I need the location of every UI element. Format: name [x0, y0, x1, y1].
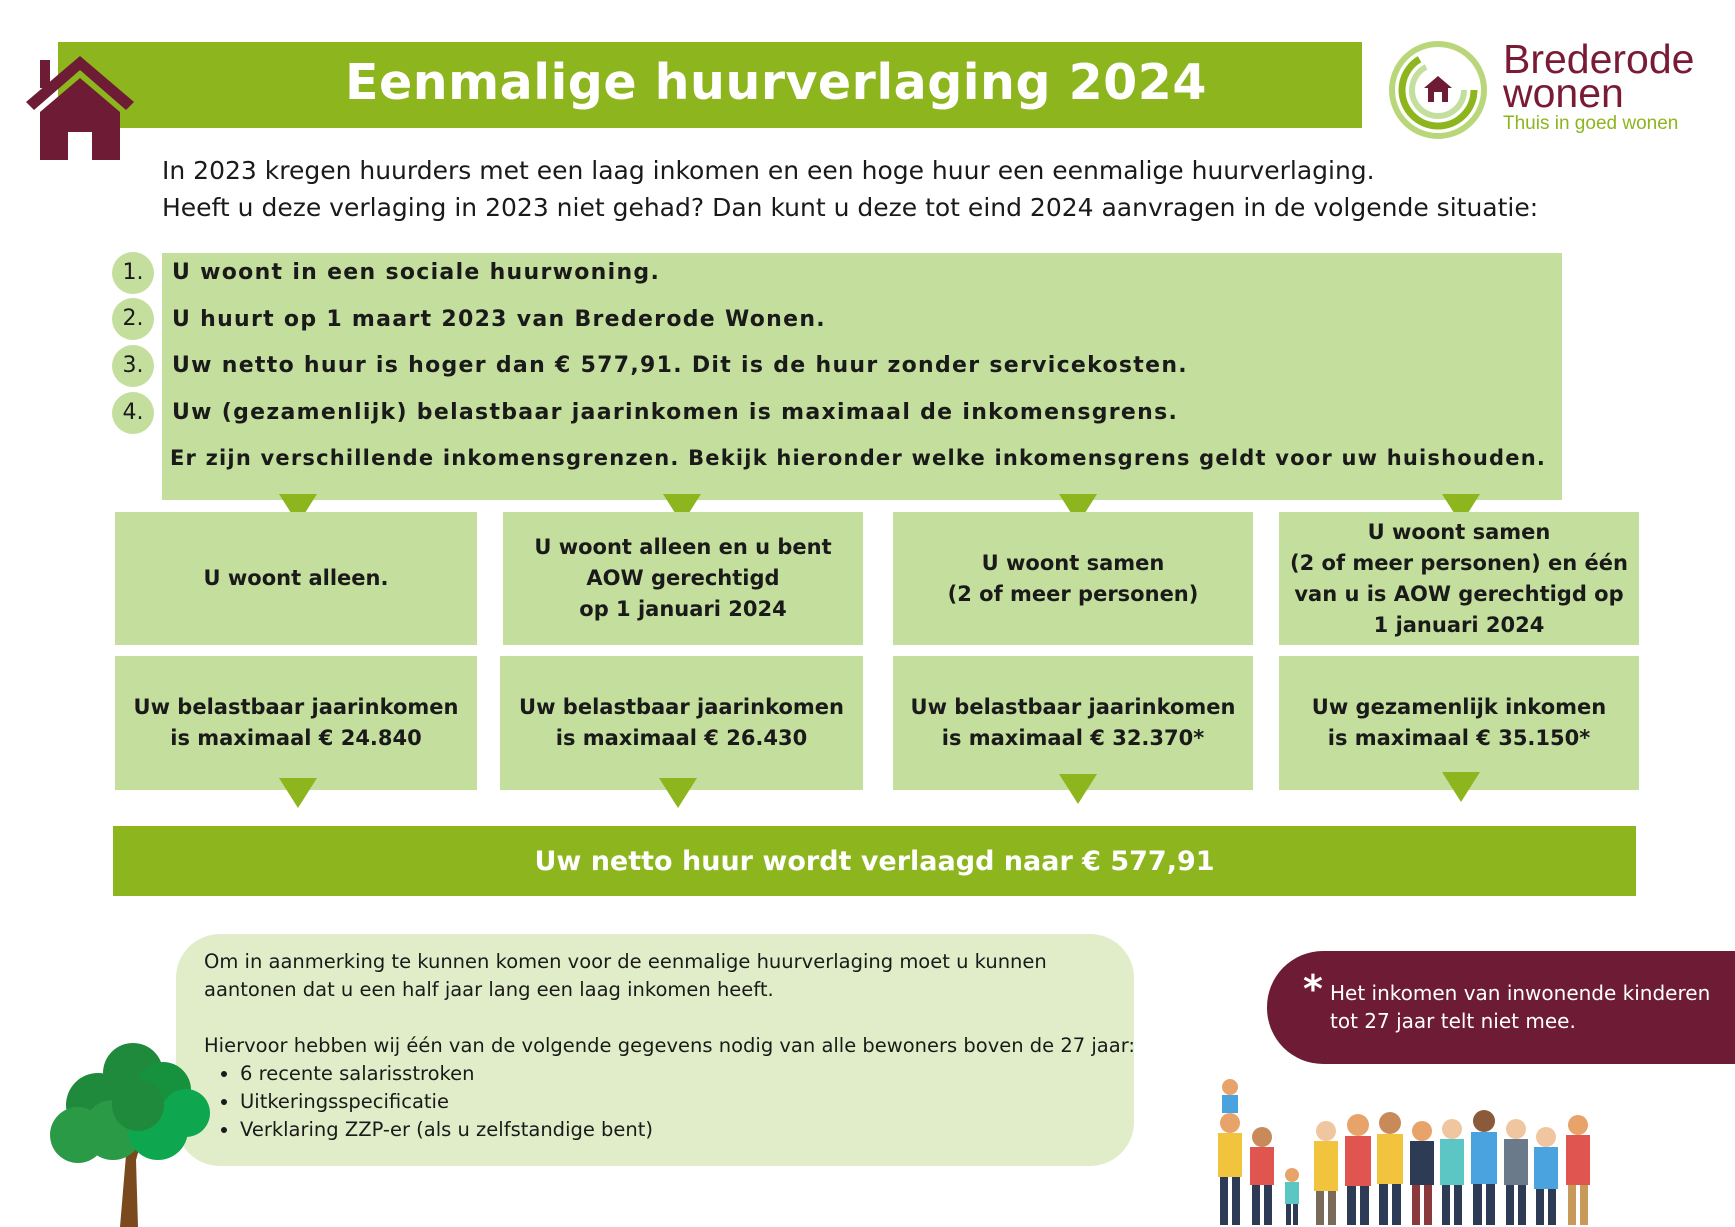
criteria-item: Uw netto huur is hoger dan € 577,91. Dit is de huur zonder servicekosten.: [172, 353, 1188, 378]
limit-box: [115, 656, 477, 790]
result-text: Uw netto huur wordt verlaagd naar € 577,91: [534, 845, 1215, 877]
document-list: [204, 1060, 1135, 1144]
footnote-badge: [1267, 951, 1735, 1064]
logo-name: Brederode: [1503, 36, 1695, 82]
footnote-line: Het inkomen van inwonende kinderen: [1330, 981, 1711, 1005]
criteria-item: U huurt op 1 maart 2023 van Brederode Wonen.: [172, 307, 826, 332]
result-banner: [113, 826, 1636, 896]
limit-text: Uw belastbaar jaarinkomen is maximaal € 24.840: [133, 695, 459, 750]
limit-text: Uw belastbaar jaarinkomen is maximaal € 32.370*: [910, 695, 1236, 750]
list-item: • Uitkeringsspecificatie: [240, 1088, 1135, 1116]
brand-logo: [1388, 36, 1708, 140]
arrow-down-icon: [1059, 774, 1097, 804]
people-illustration: [1200, 1075, 1650, 1227]
situation-box-alone: [115, 512, 477, 645]
tree-icon: [38, 1035, 218, 1227]
criteria-item: U woont in een sociale huurwoning.: [172, 260, 661, 285]
situation-box-together: [893, 512, 1253, 645]
criteria-number: 1.: [112, 252, 154, 294]
intro-line-1: In 2023 kregen huurders met een laag inkomen en een hoge huur een eenmalige huurverlaging.: [162, 156, 1375, 185]
footnote-line: tot 27 jaar telt niet mee.: [1330, 1009, 1576, 1033]
criteria-item: Uw (gezamenlijk) belastbaar jaarinkomen is maximaal de inkomensgrens.: [172, 400, 1179, 425]
limit-box: [500, 656, 863, 790]
title-bar: [58, 42, 1362, 128]
arrow-down-icon: [279, 778, 317, 808]
arrow-down-icon: [1442, 772, 1480, 802]
list-item: • 6 recente salarisstroken: [240, 1060, 1135, 1088]
info-line: Hiervoor hebben wij één van de volgende gegevens nodig van alle bewoners boven de 27 jaar:: [204, 1034, 1135, 1057]
limit-box: [1279, 656, 1639, 790]
situation-box-together-aow: [1279, 512, 1639, 645]
info-line: aantonen dat u een half jaar lang een laag inkomen heeft.: [204, 978, 774, 1001]
asterisk-icon: *: [1303, 967, 1323, 1011]
limit-box: [893, 656, 1253, 790]
situation-text: U woont samen (2 of meer personen) en één van u is AOW gerechtigd op 1 januari 2024: [1290, 519, 1628, 637]
criteria-number: 3.: [112, 345, 154, 387]
criteria-number: 2.: [112, 298, 154, 340]
intro-line-2: Heeft u deze verlaging in 2023 niet gehad? Dan kunt u deze tot eind 2024 aanvragen in de volgende situatie:: [162, 193, 1539, 222]
situation-text: U woont alleen.: [203, 566, 389, 590]
house-icon: [22, 52, 138, 164]
info-line: Om in aanmerking te kunnen komen voor de eenmalige huurverlaging moet u kunnen: [204, 950, 1047, 973]
page-title: Eenmalige huurverlaging 2024: [345, 54, 1207, 111]
criteria-note: Er zijn verschillende inkomensgrenzen. Bekijk hieronder welke inkomensgrens geldt voor uw huishouden.: [170, 446, 1547, 470]
logo-tagline: Thuis in goed wonen: [1503, 113, 1679, 134]
logo-name-second: wonen: [1503, 70, 1624, 116]
situation-text: U woont samen (2 of meer personen): [947, 550, 1199, 606]
intro-text: [162, 152, 1538, 226]
situation-text: U woont alleen en u bent AOW gerechtigd op 1 januari 2024: [534, 535, 832, 621]
criteria-number: 4.: [112, 392, 154, 434]
list-item: • Verklaring ZZP-er (als u zelfstandige bent): [240, 1116, 1135, 1144]
logo-swirl-icon: [1388, 40, 1488, 140]
info-bubble: [176, 934, 1134, 1166]
limit-text: Uw belastbaar jaarinkomen is maximaal € 26.430: [519, 695, 844, 750]
limit-text: Uw gezamenlijk inkomen is maximaal € 35.150*: [1311, 695, 1607, 750]
arrow-down-icon: [659, 778, 697, 808]
situation-box-alone-aow: [503, 512, 863, 645]
